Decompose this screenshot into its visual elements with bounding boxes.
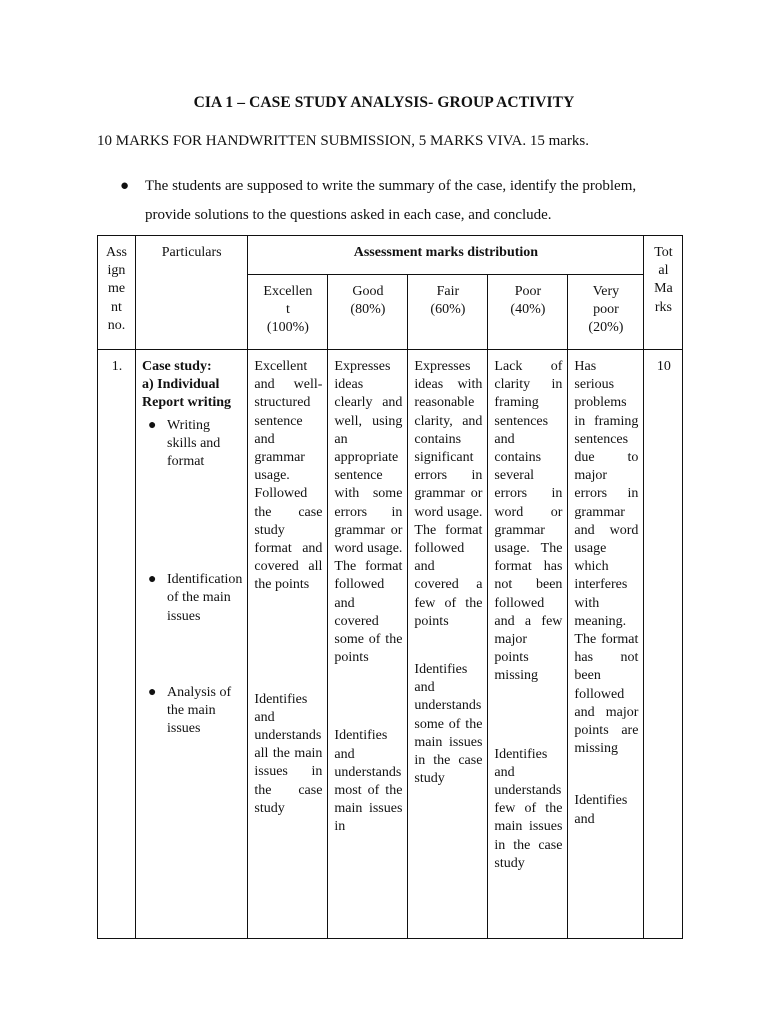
header-good: Good (80%) [328, 275, 408, 350]
header-fair: Fair (60%) [408, 275, 488, 350]
assessment-rubric-table [97, 235, 683, 939]
header-assignment-no: Ass ign me nt no. [98, 236, 136, 350]
bullet-dot-icon: ● [148, 684, 157, 700]
table-row [98, 350, 683, 939]
item-a-label: a) Individual Report writing [142, 377, 232, 411]
instruction-text: The students are supposed to write the summary of the case, identify the problem, provide solutions to the questions asked in each case, and conclude. [145, 178, 637, 223]
case-study-label: Case study: [142, 359, 212, 374]
criterion-analysis: ● Analysis of the main issues [148, 684, 232, 737]
header-excellent: Excellen t (100%) [248, 275, 328, 350]
criterion-writing-skills: ● Writing skills and format [148, 417, 221, 470]
bullet-dot-icon: ● [120, 178, 130, 194]
header-total-marks: Tot al Ma rks [644, 236, 683, 350]
particulars-cell [136, 350, 248, 939]
header-poor: Poor (40%) [488, 275, 568, 350]
criterion-identification: ● Identification of the main issues [148, 572, 243, 624]
assignment-number: 1. [98, 350, 136, 939]
excellent-descriptor: Excellent and well-structured sentence and grammar usage. Followed the case study format and covered all the points Identifies and understands all the main issues in the case study [248, 350, 328, 939]
header-row-top [98, 236, 683, 275]
document-title: CIA 1 – CASE STUDY ANALYSIS- GROUP ACTIVITY [193, 94, 575, 111]
very-poor-descriptor: Has serious problems in framing sentences due to major errors in grammar and word usage which interferes with meaning. The format has not been followed and major points are missing Identifies and [568, 350, 644, 939]
header-very-poor: Very poor (20%) [568, 275, 644, 350]
fair-descriptor: Expresses ideas with reasonable clarity, and contains significant errors in grammar or word usage. The format followed and covered a few of the points Identifies and understands some of the main issues in the case study [408, 350, 488, 939]
marks-summary: 10 MARKS FOR HANDWRITTEN SUBMISSION, 5 MARKS VIVA. 15 marks. [97, 133, 589, 149]
header-assessment-distribution: Assessment marks distribution [248, 236, 644, 275]
total-marks-value: 10 [644, 350, 683, 939]
bullet-dot-icon: ● [148, 572, 157, 588]
good-descriptor: Expresses ideas clearly and well, using an appropriate sentence with some errors in grammar or word usage. The format followed and covered some of the points Identifies and understands most of the main issues in [328, 350, 408, 939]
bullet-dot-icon: ● [148, 417, 157, 433]
header-particulars: Particulars [136, 236, 248, 350]
poor-descriptor: Lack of clarity in framing sentences and contains several errors in word or grammar usage. The format has not been followed and a few major points missing Identifies and understands few of the main issues in the case study [488, 350, 568, 939]
